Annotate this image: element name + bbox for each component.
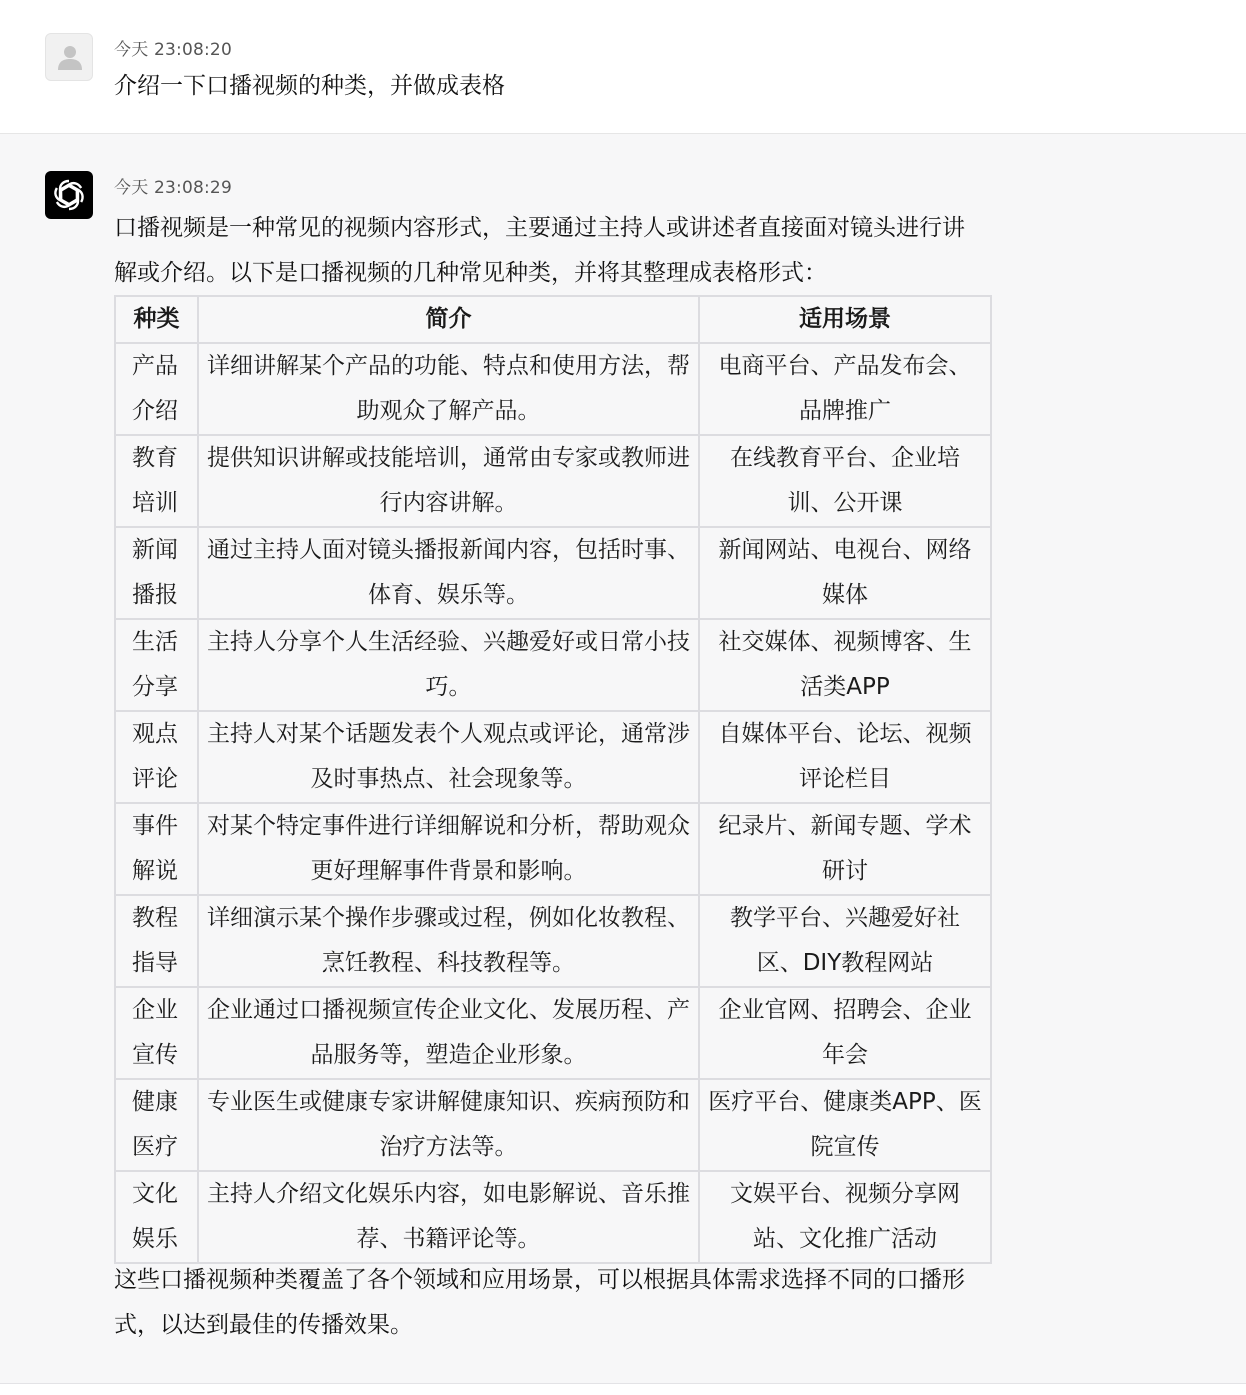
assistant-timestamp: 今天 23:08:29 xyxy=(114,178,232,198)
cell-kind: 事件解说 xyxy=(115,803,198,895)
table-row xyxy=(115,803,991,895)
assistant-outro-text: 这些口播视频种类覆盖了各个领域和应用场景，可以根据具体需求选择不同的口播形式，以达到最佳的传播效果。 xyxy=(114,1267,965,1338)
cell-kind: 健康医疗 xyxy=(115,1079,198,1171)
cell-kind: 产品介绍 xyxy=(115,343,198,435)
cell-intro: 主持人分享个人生活经验、兴趣爱好或日常小技巧。 xyxy=(198,619,699,711)
assistant-message xyxy=(0,134,1246,1384)
assistant-avatar xyxy=(45,171,93,219)
cell-intro: 详细演示某个操作步骤或过程，例如化妆教程、烹饪教程、科技教程等。 xyxy=(198,895,699,987)
cell-intro: 对某个特定事件进行详细解说和分析，帮助观众更好理解事件背景和影响。 xyxy=(198,803,699,895)
cell-kind: 观点评论 xyxy=(115,711,198,803)
cell-intro: 提供知识讲解或技能培训，通常由专家或教师进行内容讲解。 xyxy=(198,435,699,527)
cell-scene: 文娱平台、视频分享网站、文化推广活动 xyxy=(699,1171,991,1263)
cell-intro: 主持人介绍文化娱乐内容，如电影解说、音乐推荐、书籍评论等。 xyxy=(198,1171,699,1263)
cell-kind: 企业宣传 xyxy=(115,987,198,1079)
video-types-table xyxy=(114,295,992,1264)
cell-scene: 在线教育平台、企业培训、公开课 xyxy=(699,435,991,527)
table-row xyxy=(115,1079,991,1171)
cell-intro: 专业医生或健康专家讲解健康知识、疾病预防和治疗方法等。 xyxy=(198,1079,699,1171)
assistant-intro-text: 口播视频是一种常见的视频内容形式，主要通过主持人或讲述者直接面对镜头进行讲解或介绍。以下是口播视频的几种常见种类，并将其整理成表格形式： xyxy=(114,215,965,286)
table-row xyxy=(115,527,991,619)
cell-intro: 主持人对某个话题发表个人观点或评论，通常涉及时事热点、社会现象等。 xyxy=(198,711,699,803)
header-kind: 种类 xyxy=(115,296,198,343)
cell-scene: 电商平台、产品发布会、品牌推广 xyxy=(699,343,991,435)
cell-scene: 教学平台、兴趣爱好社区、DIY教程网站 xyxy=(699,895,991,987)
table-header-row xyxy=(115,296,991,343)
cell-kind: 文化娱乐 xyxy=(115,1171,198,1263)
table-row xyxy=(115,619,991,711)
cell-kind: 新闻播报 xyxy=(115,527,198,619)
table-row xyxy=(115,435,991,527)
table-row xyxy=(115,711,991,803)
table-row xyxy=(115,343,991,435)
cell-scene: 纪录片、新闻专题、学术研讨 xyxy=(699,803,991,895)
openai-logo-icon xyxy=(49,175,89,215)
user-timestamp: 今天 23:08:20 xyxy=(114,40,232,60)
cell-scene: 医疗平台、健康类APP、医院宣传 xyxy=(699,1079,991,1171)
cell-scene: 自媒体平台、论坛、视频评论栏目 xyxy=(699,711,991,803)
user-message xyxy=(0,0,1246,134)
cell-intro: 详细讲解某个产品的功能、特点和使用方法，帮助观众了解产品。 xyxy=(198,343,699,435)
table-row xyxy=(115,895,991,987)
cell-intro: 企业通过口播视频宣传企业文化、发展历程、产品服务等，塑造企业形象。 xyxy=(198,987,699,1079)
table-row xyxy=(115,987,991,1079)
table-row xyxy=(115,1171,991,1263)
cell-kind: 教程指导 xyxy=(115,895,198,987)
cell-scene: 社交媒体、视频博客、生活类APP xyxy=(699,619,991,711)
user-avatar xyxy=(45,33,93,81)
cell-kind: 教育培训 xyxy=(115,435,198,527)
header-scene: 适用场景 xyxy=(699,296,991,343)
cell-kind: 生活分享 xyxy=(115,619,198,711)
cell-scene: 新闻网站、电视台、网络媒体 xyxy=(699,527,991,619)
user-silhouette-icon xyxy=(57,44,83,70)
user-message-text: 介绍一下口播视频的种类，并做成表格 xyxy=(114,73,505,99)
cell-intro: 通过主持人面对镜头播报新闻内容，包括时事、体育、娱乐等。 xyxy=(198,527,699,619)
cell-scene: 企业官网、招聘会、企业年会 xyxy=(699,987,991,1079)
header-intro: 简介 xyxy=(198,296,699,343)
